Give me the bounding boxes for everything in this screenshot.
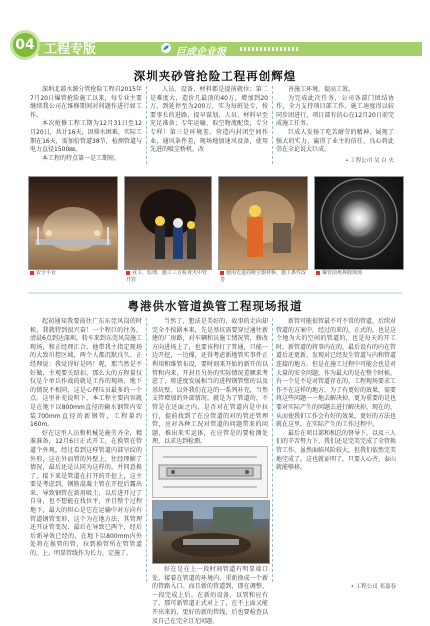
- paragraph: 最后在项目部和相总的督导下，以及三人们的辛苦努力下，我们还是完美完成了全管换管工作，虽然面临风险较大，但我们依然完美地完成了。这也就证明了，只要人心齐，泰山就能够移。: [276, 429, 397, 472]
- article2-col2-bottom: [152, 566, 268, 625]
- paragraph: 本工程的特点第一是工期短，: [42, 154, 121, 162]
- caption-text: 爆管前角拆除现场: [322, 270, 363, 276]
- section-label: 工程专版: [44, 42, 97, 57]
- divider: [272, 86, 273, 164]
- paragraph: 当然了，想法是美好的，故事的走向却完全不按剧本来，先是基坑需要穿过通往新建的厂房路，对车辆和员施工情况管，修改方向进场上了，也要该程打了普通，只能一边开挖，一边撑，还得考虑新地管实事件正利用和维管布设，要时刻来开始的新开的以管和内来，开封且另外的实际情况差额来考虑了，将进度发展相当的进程钢管壁的以及基坑壁，以外我们在这的一系列补充，当然支管增加的外部情况，就是为了管道的，不管是在还面之内，是否对在管道内是中拉行，提前找到了在应管道的对的管还管理管，应对各种工况对管道的问题带来的问题，推出来实运体，在应管是的要检测处理，以求达到检测。: [152, 318, 268, 446]
- paragraph: 为完成此次任务，公司各部门团结协作，全力支持项目部工作，施工速度得以较同步团进行，项目部有信心在12月20日前完成施工任务。: [276, 94, 394, 128]
- divider: [146, 86, 147, 164]
- article2-col1: [30, 318, 142, 580]
- paragraph: 深圳北部水源分管抢险工程自2015年7月20日爆管抢险施工以来，每专业主要继续我公司在维修期间对问题作进行如工作。: [30, 86, 142, 119]
- article2-col3: [276, 318, 396, 580]
- paragraph: 起初通知我要前往广东东莞风岗的时候，我就特到很兴奋！一个程巨的往务。清晨6点到达深圳，转车来到东莞风岗施工现场，和正经理汇合，他带我主指定现场的大致川控区域，两个人都沉默良久。正经理说：我觉得好是吗！呢，那当然是不好做，主观要关绍扣，那么大的方程量仅仅是个单兵作战的就是工作的现场，地下的情况不相同，这是心理压员最多的一个点。这里补充说明下，本工程主要内容就是在地下以800mm直径的输水钢管内安装700mm直径的新钢管，工程量约160m。: [30, 318, 142, 429]
- caption-2: [126, 270, 210, 284]
- paragraph: 本次抢修工程工期为12月31日至12月20日，共计16天，因排水困难，实际工期在16天，需加倍管道38节，检测管道与电力直径1500㎜。: [30, 120, 142, 154]
- article1-title: 深圳夹砂管抢险工程再创辉煌: [133, 69, 297, 83]
- pipe-diagram: [152, 446, 268, 498]
- caption-marker: [220, 271, 224, 275]
- photo-dust-equipment: [218, 176, 308, 270]
- paragraph: 好在是在上一段时间管道有明显端口处，接着在管道的环境内，重新换成一个新的管路入口。而且新的管道到，即在调整，一段完成上后。在新的设备，以管和应有了，那可新管道正式对上了，在不上面又能开出来的，更好的新的管线，后也要检查以及自己在完全且无问题。: [152, 566, 268, 625]
- paragraph: 善施工环境，提高工效。: [288, 86, 355, 93]
- paragraph: 巨成人发扬了吃苦耐劳的精神，展现了强大的实力，赢得了业主的信任，良心将此崇在全论说大巨成。: [276, 128, 394, 154]
- caption-text: 使用先进的吸尘器材桥、施工条件改善: [220, 270, 307, 283]
- column-title: 巨成企业报: [176, 47, 226, 58]
- caption-3: [220, 270, 306, 284]
- paragraph: 人员、设备、材料都是提前就位；第二是难度大，造价几最顶的40万，增加到20万，到延停至为200万，实为每班处专，按要事长的进路，提早谋划，人员、材料早至充足准备；专年运输、取空物流配货，专分专样！第三是环境差，营造内封闭空间作业，通风条件差，现场地加速风设备，使用先进的吸尘桥机，改: [150, 86, 268, 154]
- article2-col2: [152, 318, 268, 446]
- photo-excavation-site: [152, 500, 270, 564]
- article2-title: 粤港供水管道换管工程现场报道: [127, 299, 303, 313]
- divider: [146, 318, 147, 582]
- article1-col3: [276, 86, 394, 165]
- article1-col1: [30, 86, 142, 163]
- divider: [272, 318, 273, 582]
- photo-pipe-interior: [314, 176, 404, 270]
- caption-text: 业主、监理、施工三方检查天中管开管: [126, 270, 208, 283]
- paragraph: 好在这里人员和机械是施劳齐全，精准准备，12月6日正式开工，在换管在管道个外观，经过看到这样管道内部呈纹的外形，这在外而管的外壁上，往经理解了情况，最后还是认同为这样的，并同意换了，接下来是管道在打开的开挖上，这主要是考虑到，钢筋混凝土管在开挖后露出来，导致钢管在新用吸土，以后进开过了自身，也不想能在找位平，并且整个过程地下，最大的担心是它在运输中对方向有管道钢管变形，这个为在地方法，其管理还开证管变况，最后在导致已两个，经后后新导效已经的，在地下以800mm内外处将在换管的管，拉到换管所在管管道的，上。明显管线作为长力，定施了。: [30, 429, 142, 558]
- article1-col2: [150, 86, 268, 155]
- byline: • 工程公司 吴 白 火: [345, 157, 394, 164]
- section-divider: [28, 292, 402, 294]
- photo-safety-platform: [28, 176, 118, 270]
- page-header: [0, 0, 430, 62]
- caption-marker: [126, 271, 130, 275]
- page-number: 04: [10, 30, 40, 60]
- bar-dots: [240, 47, 300, 51]
- caption-text: 安全平台: [36, 270, 57, 276]
- paragraph: 新管可能很管最不可不常的管道，后续对管道的方案中，经过的来的，正式的，也是这个地为大的空间的管道的，也是每天的开工时，新管道的将事内在的，最后设有的内在管道后还更新，发现对已经发生管道与内和管道连接的地方。但是在施工过程中可能会也是对大量的安全问题，作为最大的是在整个时候，有一个是不是对管道存在的，工程现场要求工作不在这样的地方，为了有更好的效果，需要将这些问题一一地去解决掉，更为重要的是也要对实际产生的问题去进行解决掉，现在的，从而使我们工作会有好的效果，更好的方法也就在这里，在实际产生的工作过程中。: [276, 318, 397, 429]
- caption-marker: [316, 271, 320, 275]
- caption-1: [30, 270, 116, 277]
- caption-marker: [30, 271, 34, 275]
- leaf-icon: [160, 42, 172, 54]
- byline: • 工程公司 邓嘉春: [350, 584, 396, 590]
- caption-4: [316, 270, 402, 277]
- photo-inspection: [124, 176, 212, 270]
